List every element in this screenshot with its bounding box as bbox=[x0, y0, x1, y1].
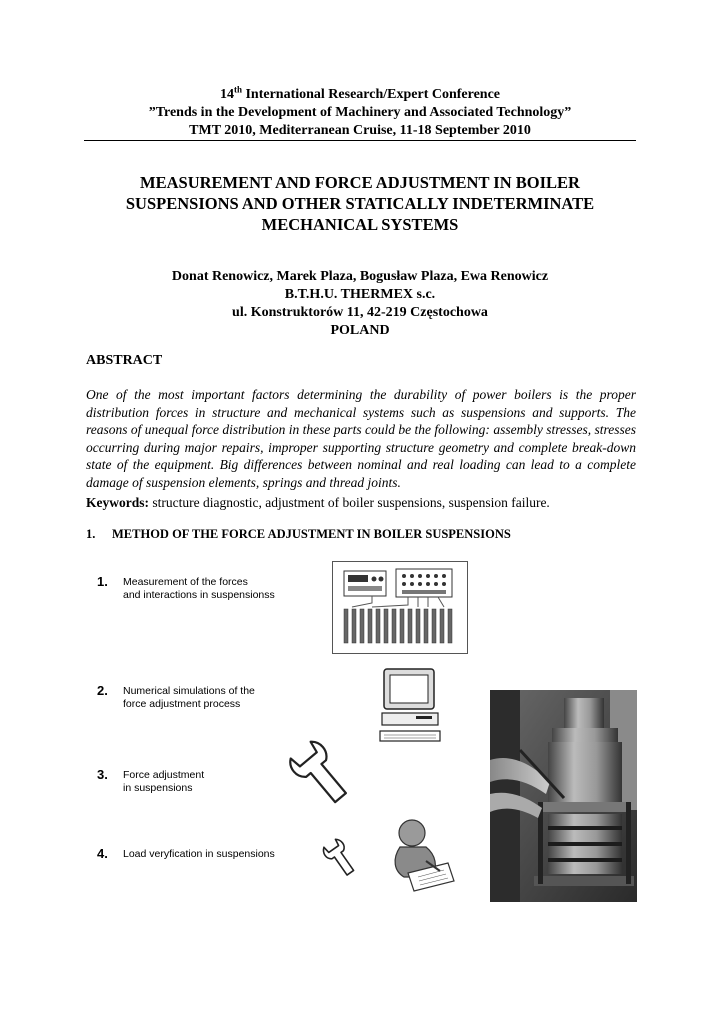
author-country: POLAND bbox=[330, 323, 390, 338]
wrench-icon bbox=[286, 738, 358, 810]
author-names: Donat Renowicz, Marek Plaza, Bogusław Plaza, Ewa Renowicz bbox=[171, 269, 549, 284]
step-label: Load veryfication in suspensions bbox=[123, 848, 275, 860]
small-wrench-icon bbox=[322, 838, 358, 878]
title-line-1: MEASUREMENT AND FORCE ADJUSTMENT IN BOILER bbox=[140, 173, 580, 192]
step-label: Measurement of the forces and interactions in suspensionss bbox=[123, 576, 275, 601]
conference-line-2: ”Trends in the Development of Machinery and Associated Technology” bbox=[148, 105, 572, 120]
abstract-text: One of the most important factors determining the durability of power boilers is the proper distribution forces in structure and mechanical systems such as suspensions and supports. The reasons of unequal force distribution in these parts could be the following: assembly stresses, stresses occurring during major repairs, improper supporting structure geometry and complete break-down state of the equipment. Big differences between nominal and real loading can lead to a complete damage of suspension elements, springs and thread joints. bbox=[86, 387, 636, 490]
keywords-text: structure diagnostic, adjustment of boiler suspensions, suspension failure. bbox=[149, 495, 550, 510]
title-line-3: MECHANICAL SYSTEMS bbox=[261, 215, 459, 234]
step-label: Numerical simulations of the force adjustment process bbox=[123, 685, 255, 710]
abstract-heading: ABSTRACT bbox=[86, 353, 163, 368]
section-title: METHOD OF THE FORCE ADJUSTMENT IN BOILER SUSPENSIONS bbox=[112, 527, 511, 541]
measurement-equipment-icon bbox=[332, 561, 468, 654]
paper-title bbox=[84, 172, 636, 235]
header-rule bbox=[84, 140, 636, 141]
author-company: B.T.H.U. THERMEX s.c. bbox=[284, 287, 436, 302]
title-line-2: SUSPENSIONS AND OTHER STATICALLY INDETERMINATE bbox=[125, 194, 595, 213]
conference-line-1: 14th International Research/Expert Conference bbox=[219, 84, 501, 102]
computer-icon bbox=[380, 667, 440, 747]
section-number: 1. bbox=[86, 527, 96, 541]
author-address: ul. Konstruktorów 11, 42-219 Częstochowa bbox=[232, 305, 488, 320]
conference-line-3: TMT 2010, Mediterranean Cruise, 11-18 September 2010 bbox=[189, 123, 531, 138]
step-label: Force adjustment in suspensions bbox=[123, 769, 205, 794]
keywords bbox=[86, 494, 636, 512]
author-block bbox=[84, 268, 636, 340]
step-number: 4. bbox=[97, 846, 108, 861]
step-number: 3. bbox=[97, 767, 108, 782]
section-heading bbox=[86, 525, 646, 543]
step-number: 2. bbox=[97, 683, 108, 698]
conference-header bbox=[84, 86, 636, 140]
keywords-label: Keywords: bbox=[86, 495, 149, 510]
suspension-adjustment-photo bbox=[490, 690, 637, 902]
step-number: 1. bbox=[97, 574, 108, 589]
person-writing-icon bbox=[382, 815, 462, 895]
